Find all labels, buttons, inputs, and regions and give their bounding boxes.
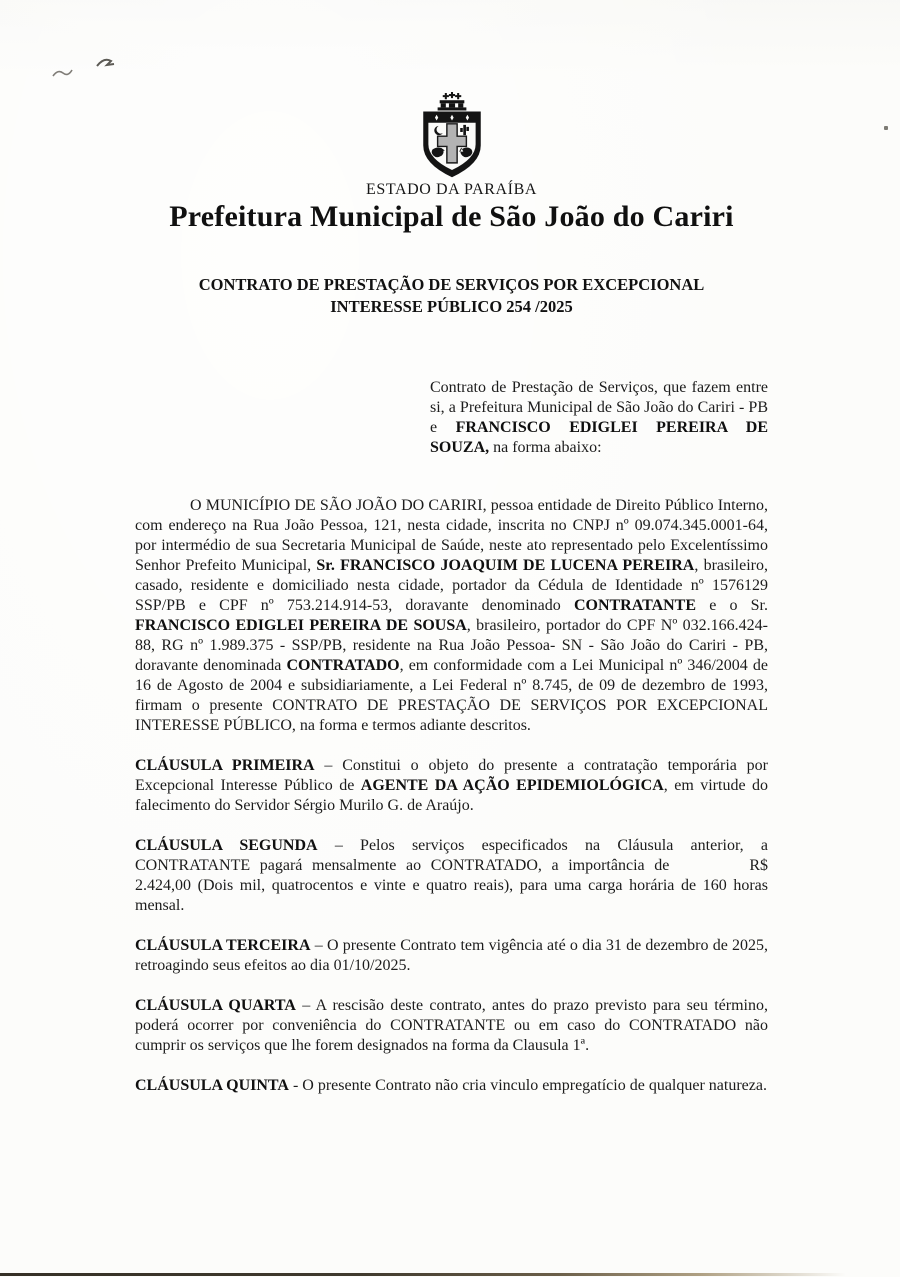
clause-segunda-paragraph: CLÁUSULA SEGUNDA – Pelos serviços especificados na Cláusula anterior, a CONTRATANTE pagará mensalmente ao CONTRATADO, a importância de R$ 2.424,00 (Dois mil, quatrocentos e vinte e quatro reais), para uma carga horária de 160 horas mensal. [135, 837, 768, 915]
contract-title-line2: INTERESSE PÚBLICO 254 /2025 [330, 297, 573, 317]
pencil-mark [45, 50, 135, 95]
clause-primeira-paragraph: CLÁUSULA PRIMEIRA – Constitui o objeto do presente a contratação temporária por Excepcional Interesse Público de AGENTE DA AÇÃO EPIDEMIOLÓGICA, em virtude do falecimento do Servidor Sérgio Murilo G. de Araújo. [135, 757, 768, 815]
state-name: ESTADO DA PARAÍBA [365, 181, 538, 199]
contract-title [135, 274, 768, 318]
coat-of-arms-icon [414, 92, 490, 178]
scan-speck [884, 126, 888, 130]
parties-paragraph: O MUNICÍPIO DE SÃO JOÃO DO CARIRI, pessoa entidade de Direito Público Interno, com endereço na Rua João Pessoa, 121, nesta cidade, inscrita no CNPJ nº 09.074.345.0001-64, por intermédio de sua Secretaria Municipal de Saúde, neste ato representado pelo Excelentíssimo Senhor Prefeito Municipal, Sr. FRANCISCO JOAQUIM DE LUCENA PEREIRA, brasileiro, casado, residente e domiciliado nesta cidade, portador da Cédula de Identidade nº 1576129 SSP/PB e CPF nº 753.214.914-53, doravante denominado CONTRATANTE e o Sr. FRANCISCO EDIGLEI PEREIRA DE SOUSA, brasileiro, portador do CPF Nº 032.166.424-88, RG nº 1.989.375 - SSP/PB, residente na Rua João Pessoa- SN - São João do Cariri - PB, doravante denominada CONTRATADO, em conformidade com a Lei Municipal nº 346/2004 de 16 de Agosto de 2004 e subsidiariamente, a Lei Federal nº 8.745, de 09 de dezembro de 1993, firmam o presente CONTRATO DE PRESTAÇÃO DE SERVIÇOS POR EXCEPCIONAL INTERESSE PÚBLICO, na forma e termos adiante descritos. [135, 497, 768, 735]
clause-quinta-paragraph: CLÁUSULA QUINTA - O presente Contrato não cria vinculo empregatício de qualquer natureza. [135, 1077, 767, 1095]
clause-quarta-paragraph: CLÁUSULA QUARTA – A rescisão deste contrato, antes do prazo previsto para seu término, poderá ocorrer por conveniência do CONTRATANTE ou em caso do CONTRATADO não cumprir os serviços que lhe forem designados na forma da Clausula 1ª. [135, 997, 769, 1055]
clause-terceira-paragraph: CLÁUSULA TERCEIRA – O presente Contrato tem vigência até o dia 31 de dezembro de 2025, retroagindo seus efeitos ao dia 01/10/2025. [135, 937, 769, 975]
preamble-paragraph: Contrato de Prestação de Serviços, que fazem entre si, a Prefeitura Municipal de São João do Cariri - PB e FRANCISCO EDIGLEI PEREIRA DE SOUZA, na forma abaixo: [430, 379, 768, 457]
municipality-name: Prefeitura Municipal de São João do Cariri [169, 200, 734, 234]
scan-bottom-edge [0, 1273, 900, 1276]
contract-title-line1: CONTRATO DE PRESTAÇÃO DE SERVIÇOS POR EXCEPCIONAL [198, 275, 705, 295]
